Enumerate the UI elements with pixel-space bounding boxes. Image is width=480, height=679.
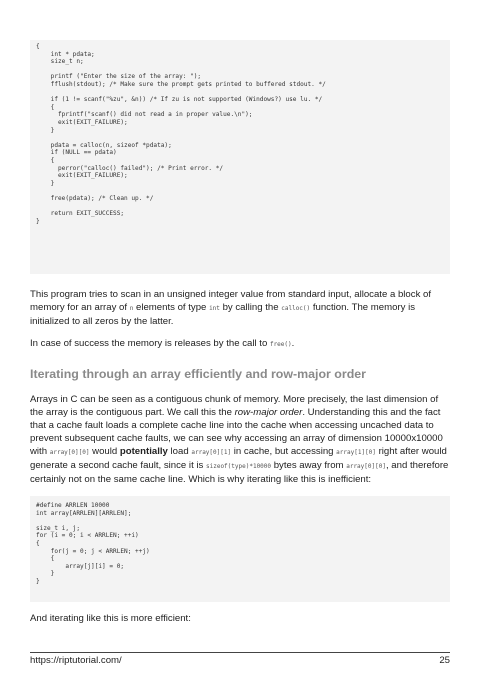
section-heading: Iterating through an array efficiently and row-major order [30, 367, 366, 381]
code-line: size_t n; [36, 58, 84, 66]
code-line: { [36, 555, 55, 563]
code-line: { [36, 103, 55, 111]
code-line: if (1 != scanf("%zu", &n)) /* If zu is not supported (Windows?) use lu. */ [36, 96, 323, 104]
inline-code-array10: array[1][0] [336, 449, 376, 456]
text: bytes away from [271, 460, 347, 471]
code-line: for (i = 0; i < ARRLEN; ++i) [36, 532, 139, 540]
text: , and therefore certainly not on the same cache line. Which is why iterating like this is inefficient: [30, 460, 449, 485]
paragraph-program-description [30, 288, 450, 328]
code-line: } [36, 126, 55, 134]
code-line: } [36, 570, 55, 578]
inline-code-free: free() [269, 341, 292, 348]
code-line [36, 187, 444, 195]
text: . Understanding this and the fact that a cache fault loads a complete cache line into the cache when accessing uncached data to prevent subsequent cache faults, we can see why accessing an array of dimension 10000x10000 with [30, 407, 443, 457]
code-line: fflush(stdout); /* Make sure the prompt gets printed to buffered stdout. */ [36, 80, 326, 88]
text: . [291, 338, 295, 349]
text: In case of success the memory is releases by the call to [30, 338, 270, 349]
code-line: fprintf("scanf() did not read a in proper value.\n"); [36, 111, 253, 119]
code-line: } [36, 577, 40, 585]
paragraph-row-major-explanation [30, 393, 450, 486]
text: by calling the [219, 302, 282, 313]
inline-code-sizeof: sizeof(type)*10000 [206, 463, 272, 470]
code-line: array[j][i] = 0; [36, 562, 125, 570]
code-line [36, 89, 444, 97]
page-number: 25 [439, 655, 450, 666]
text: right after would generate a second cache fault, since it is [30, 446, 447, 471]
code-line: int array[ARRLEN][ARRLEN]; [36, 509, 132, 517]
code-block-calloc-example [30, 40, 450, 274]
text: elements of type [133, 302, 210, 313]
inline-code-calloc: calloc() [281, 305, 311, 312]
code-line [36, 134, 444, 142]
text: This program tries to scan in an unsigned integer value from standard input, allocate a block of memory for an array of [30, 289, 432, 313]
footer-divider [30, 652, 450, 653]
inline-code-array00: array[0][0] [49, 449, 90, 456]
code-line: pdata = calloc(n, sizeof *pdata); [36, 141, 172, 149]
footer-url-link[interactable]: https://riptutorial.com/ [30, 655, 122, 666]
page-content [30, 0, 450, 625]
code-line: perror("calloc() failed"); /* Print error. */ [36, 164, 224, 172]
text: function. The memory is initialized to all zeros by the latter. [30, 302, 416, 327]
code-line: if (NULL == pdata) [36, 149, 117, 157]
text: in cache, but accessing [231, 446, 337, 457]
inline-code-n: n [129, 305, 134, 312]
code-line: { [36, 43, 40, 50]
paragraph-memory-release [30, 337, 450, 351]
code-line: } [36, 217, 40, 225]
code-line [36, 202, 444, 210]
code-line: free(pdata); /* Clean up. */ [36, 194, 154, 202]
code-line: exit(EXIT_FAILURE); [36, 118, 128, 126]
text: would [89, 446, 120, 457]
code-line: size_t i, j; [36, 524, 81, 532]
code-line: { [36, 156, 55, 164]
inline-code-array01: array[0][1] [191, 449, 232, 456]
text: load [167, 446, 192, 457]
text: Arrays in C can be seen as a contiguous chunk of memory. More precisely, the last dimension of the array is the contiguous part. We call this the [30, 394, 439, 418]
code-line: for(j = 0; j < ARRLEN; ++j) [36, 547, 150, 555]
paragraph-efficient-intro: And iterating like this is more efficient: [30, 613, 191, 624]
inline-code-array00-2: array[0][0] [346, 463, 386, 470]
emphasis-row-major: row-major order [234, 407, 303, 418]
inline-code-int: int [209, 305, 220, 312]
code-line: exit(EXIT_FAILURE); [36, 172, 128, 180]
code-line: return EXIT_SUCCESS; [36, 210, 125, 218]
code-line [36, 517, 444, 525]
code-line [36, 66, 444, 74]
code-line: printf ("Enter the size of the array: "); [36, 73, 202, 81]
code-line: #define ARRLEN 10000 [36, 502, 110, 509]
code-line: { [36, 539, 40, 547]
bold-potentially: potentially [119, 446, 168, 457]
code-line: } [36, 179, 55, 187]
code-line: int * pdata; [36, 50, 95, 58]
code-block-inefficient-loop [30, 496, 450, 602]
